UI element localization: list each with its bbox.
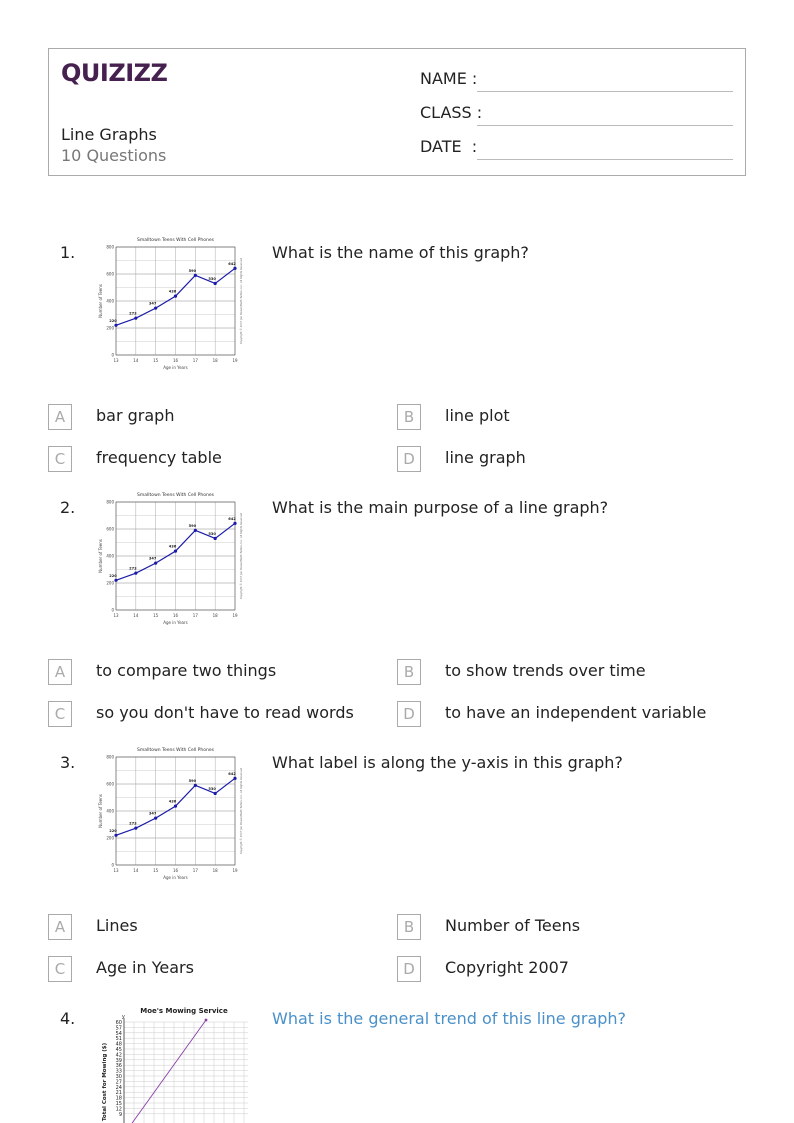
y-tick-label: 18: [115, 1095, 122, 1102]
data-point: [233, 522, 236, 525]
graph-title: Smalltown Teens With Cell Phones: [137, 493, 214, 498]
y-tick-label: 400: [106, 553, 114, 559]
y-tick-label: 200: [106, 580, 114, 586]
option-letter: B: [397, 659, 421, 685]
option-text: to compare two things: [96, 661, 277, 680]
question-3: [0, 748, 794, 1008]
option-text: line plot: [445, 406, 510, 425]
name-field[interactable]: [420, 69, 735, 93]
data-label: 436: [168, 799, 177, 804]
y-tick-label: 48: [115, 1041, 122, 1048]
y-tick-label: 39: [115, 1057, 122, 1064]
data-label: 642: [228, 771, 236, 776]
question-number: 1.: [60, 243, 76, 262]
data-point: [134, 317, 137, 320]
option-letter: C: [48, 446, 72, 472]
option-letter: C: [48, 956, 72, 982]
y-tick-label: 600: [106, 781, 114, 787]
mowing-graph: [96, 1006, 256, 1123]
y-axis-symbol: y: [122, 1014, 125, 1020]
x-tick-label: 14: [133, 868, 139, 873]
data-point: [154, 307, 157, 310]
y-tick-label: 200: [106, 325, 114, 331]
y-tick-label: 27: [115, 1079, 122, 1086]
x-tick-label: 18: [212, 358, 218, 363]
data-point: [194, 274, 197, 277]
x-tick-label: 16: [172, 868, 179, 873]
copyright-text: Copyright © 2007 Jon Dozen/Math Tuition, Inc. All Rights Reserved: [240, 257, 243, 345]
y-tick-label: 30: [115, 1074, 122, 1080]
data-point: [194, 529, 197, 532]
x-tick-label: 14: [133, 358, 139, 363]
data-point: [205, 1019, 208, 1022]
option-text: Age in Years: [96, 958, 194, 977]
data-point: [233, 267, 236, 270]
option-text: line graph: [445, 448, 526, 467]
x-tick-label: 15: [153, 868, 159, 873]
question-count: 10 Questions: [61, 146, 167, 165]
y-tick-label: 51: [115, 1036, 122, 1043]
y-tick-label: 400: [106, 298, 114, 304]
data-label: 436: [168, 289, 177, 294]
option-b[interactable]: [397, 914, 697, 940]
date-label: DATE :: [420, 137, 478, 156]
y-axis-label: Number of Teens: [98, 794, 103, 828]
question-text: What is the general trend of this line graph?: [272, 1009, 627, 1028]
question-number: 4.: [60, 1009, 76, 1028]
y-tick-label: 600: [106, 271, 114, 277]
quizizz-logo: QUIZIZZ: [61, 59, 168, 87]
x-tick-label: 14: [133, 613, 139, 618]
option-text: Number of Teens: [445, 916, 581, 935]
y-tick-label: 9: [118, 1111, 122, 1118]
question-2: [0, 493, 794, 753]
question-text: What label is along the y-axis in this graph?: [272, 753, 623, 772]
class-field[interactable]: [420, 103, 735, 127]
data-point: [214, 792, 217, 795]
y-tick-label: 45: [115, 1047, 122, 1053]
y-tick-label: 60: [115, 1020, 122, 1026]
data-label: 220: [109, 318, 117, 323]
option-c[interactable]: [48, 446, 348, 472]
class-label: CLASS :: [420, 103, 483, 122]
y-tick-label: 54: [115, 1030, 122, 1037]
question-number: 3.: [60, 753, 76, 772]
date-field[interactable]: [420, 137, 735, 161]
data-label: 220: [109, 828, 117, 833]
teens-line-graph: [96, 743, 256, 883]
option-d[interactable]: [397, 701, 707, 727]
name-label: NAME :: [420, 69, 478, 88]
data-point: [134, 572, 137, 575]
y-tick-label: 15: [115, 1101, 122, 1107]
option-text: frequency table: [96, 448, 222, 467]
option-c[interactable]: [48, 701, 354, 727]
data-point: [174, 550, 177, 553]
x-tick-label: 18: [212, 868, 218, 873]
option-letter: A: [48, 914, 72, 940]
data-point: [174, 805, 177, 808]
option-c[interactable]: [48, 956, 348, 982]
x-tick-label: 13: [113, 358, 119, 363]
option-letter: B: [397, 404, 421, 430]
x-tick-label: 16: [172, 613, 179, 618]
name-line[interactable]: [477, 91, 733, 92]
data-label: 590: [188, 268, 197, 273]
x-axis-label: Age in Years: [163, 365, 188, 370]
data-point: [114, 579, 117, 582]
data-point: [114, 324, 117, 327]
y-tick-label: 33: [115, 1068, 122, 1075]
question-4: [0, 1009, 794, 1123]
y-tick-label: 400: [106, 808, 114, 814]
option-text: Copyright 2007: [445, 958, 569, 977]
option-text: bar graph: [96, 406, 175, 425]
data-point: [154, 817, 157, 820]
y-tick-label: 200: [106, 835, 114, 841]
option-letter: A: [48, 659, 72, 685]
data-label: 347: [148, 811, 157, 816]
y-tick-label: 800: [106, 244, 114, 250]
y-tick-label: 12: [115, 1106, 122, 1113]
data-label: 273: [129, 566, 137, 571]
data-label: 530: [208, 531, 216, 536]
y-tick-label: 800: [106, 499, 114, 505]
data-label: 642: [228, 516, 236, 521]
data-point: [154, 562, 157, 565]
data-label: 273: [129, 821, 137, 826]
data-point: [233, 777, 236, 780]
option-d[interactable]: [397, 446, 697, 472]
x-tick-label: 15: [153, 613, 159, 618]
x-tick-label: 19: [232, 868, 238, 873]
option-d[interactable]: [397, 956, 697, 982]
data-point: [194, 784, 197, 787]
option-text: Lines: [96, 916, 138, 935]
y-tick-label: 57: [115, 1025, 122, 1032]
data-label: 642: [228, 261, 236, 266]
copyright-text: Copyright © 2007 Jon Dozen/Math Tuition, Inc. All Rights Reserved: [240, 512, 243, 600]
option-a[interactable]: [48, 914, 348, 940]
y-tick-label: 36: [115, 1063, 122, 1070]
graph-title: Smalltown Teens With Cell Phones: [137, 748, 214, 753]
data-point: [214, 282, 217, 285]
x-axis-label: Age in Years: [163, 875, 188, 880]
data-label: 220: [109, 573, 117, 578]
graph-title: Moe's Mowing Service: [140, 1007, 228, 1015]
copyright-text: Copyright © 2007 Jon Dozen/Math Tuition, Inc. All Rights Reserved: [240, 767, 243, 855]
y-axis-label: Number of Teens: [98, 284, 103, 318]
option-letter: C: [48, 701, 72, 727]
option-letter: D: [397, 446, 421, 472]
y-tick-label: 42: [115, 1052, 122, 1059]
option-a[interactable]: [48, 659, 348, 685]
x-tick-label: 19: [232, 613, 238, 618]
teens-line-graph: [96, 488, 256, 628]
data-label: 347: [148, 556, 157, 561]
x-tick-label: 18: [212, 613, 218, 618]
data-label: 590: [188, 523, 197, 528]
x-tick-label: 17: [192, 613, 198, 618]
question-number: 2.: [60, 498, 76, 517]
x-tick-label: 16: [172, 358, 179, 363]
data-point: [174, 295, 177, 298]
worksheet-title: Line Graphs: [61, 125, 157, 144]
data-label: 530: [208, 276, 216, 281]
y-axis-label: Total Cost for Mowing ($): [102, 1042, 108, 1122]
data-label: 273: [129, 311, 137, 316]
option-text: so you don't have to read words: [96, 703, 354, 722]
data-label: 590: [188, 778, 197, 783]
option-b[interactable]: [397, 659, 697, 685]
question-1: [0, 238, 794, 498]
option-letter: D: [397, 956, 421, 982]
worksheet-header: [48, 48, 746, 176]
x-tick-label: 13: [113, 613, 119, 618]
option-text: to have an independent variable: [445, 703, 707, 722]
y-tick-label: 0: [111, 862, 114, 868]
y-tick-label: 0: [111, 352, 114, 358]
option-letter: D: [397, 701, 421, 727]
option-letter: A: [48, 404, 72, 430]
x-tick-label: 19: [232, 358, 238, 363]
class-line[interactable]: [477, 125, 733, 126]
x-tick-label: 17: [192, 868, 198, 873]
x-axis-label: Age in Years: [163, 620, 188, 625]
y-axis-label: Number of Teens: [98, 539, 103, 573]
y-tick-label: 600: [106, 526, 114, 532]
x-tick-label: 13: [113, 868, 119, 873]
option-text: to show trends over time: [445, 661, 646, 680]
data-label: 347: [148, 301, 157, 306]
option-letter: B: [397, 914, 421, 940]
option-a[interactable]: [48, 404, 348, 430]
data-point: [214, 537, 217, 540]
question-text: What is the name of this graph?: [272, 243, 529, 262]
y-tick-label: 21: [115, 1090, 122, 1097]
y-tick-label: 0: [111, 607, 114, 613]
date-line[interactable]: [477, 159, 733, 160]
question-text: What is the main purpose of a line graph?: [272, 498, 609, 517]
option-b[interactable]: [397, 404, 697, 430]
y-tick-label: 24: [115, 1084, 122, 1091]
x-tick-label: 15: [153, 358, 159, 363]
data-label: 436: [168, 544, 177, 549]
graph-title: Smalltown Teens With Cell Phones: [137, 238, 214, 243]
data-label: 530: [208, 786, 216, 791]
data-point: [134, 827, 137, 830]
y-tick-label: 800: [106, 754, 114, 760]
teens-line-graph: [96, 233, 256, 373]
data-point: [114, 834, 117, 837]
x-tick-label: 17: [192, 358, 198, 363]
